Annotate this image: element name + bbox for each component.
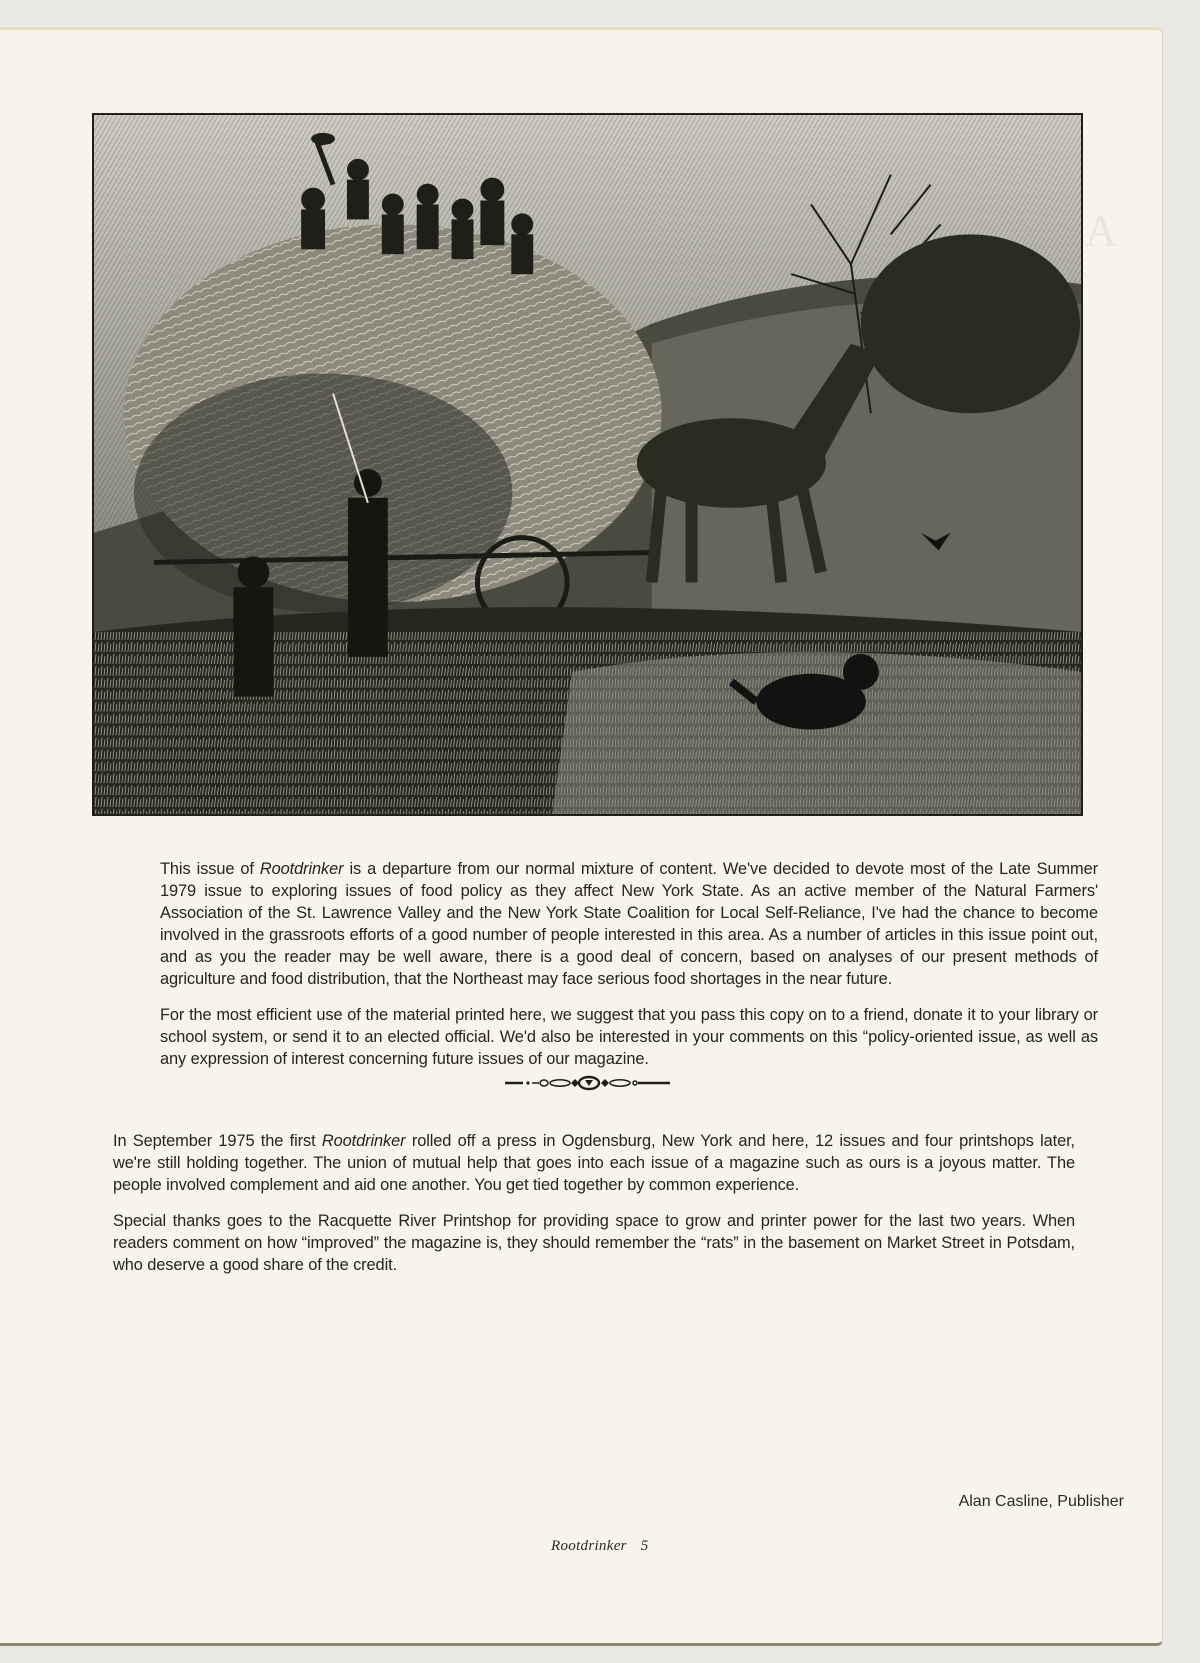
page-folio [551, 1538, 649, 1555]
publication-title: Rootdrinker [259, 860, 344, 878]
editorial-intro [92, 858, 1098, 1070]
publisher-signature: Alan Casline, Publisher [958, 1493, 1124, 1510]
history-paragraph-2: Special thanks goes to the Racquette River Printshop for providing space to grow and printer power for the last two years. When readers comment on how “improved” the magazine is, they should remember the “rats” in the basement on Market Street in Potsdam, who deserve a good share of the credit. [113, 1212, 1075, 1274]
section-divider-ornament [505, 1075, 670, 1091]
engraving-artwork [94, 115, 1081, 814]
intro-paragraph-2: For the most efficient use of the material printed here, we suggest that you pass this copy on to a friend, donate it to your library or school system, or send it to an elected official. We'd also be interested in your comments on this “policy-oriented issue, as well as any expression of interest concerning future issues of our magazine. [160, 1006, 1098, 1068]
page-number: 5 [640, 1538, 649, 1554]
history-section [65, 1130, 1075, 1276]
history-paragraph-1: In September 1975 the first Rootdrinker rolled off a press in Ogdensburg, New York and here, 12 issues and four printshops later, we're still holding together. The union of mutual help that goes into each issue of a magazine such as ours is a joyous matter. The people involved complement and aid one another. You get tied together by common experience. [113, 1132, 1076, 1194]
folio-publication-title: Rootdrinker [551, 1538, 627, 1554]
hay-wagon-illustration [92, 113, 1083, 816]
intro-paragraph-1: This issue of Rootdrinker is a departure from our normal mixture of content. We've decided to devote most of the Late Summer 1979 issue to exploring issues of food policy as they affect New York State. As an active member of the Natural Farmers' Association of the St. Lawrence Valley and the New York State Coalition for Local Self-Reliance, I've had the chance to become involved in the grassroots efforts of a good number of people interested in this area. As a number of articles in this issue point out, and as you the reader may be well aware, there is a good deal of concern, based on analyses of our present methods of agriculture and food distribution, that the Northeast may face serious food shortages in the near future. [160, 860, 1098, 988]
publication-title: Rootdrinker [321, 1132, 406, 1150]
